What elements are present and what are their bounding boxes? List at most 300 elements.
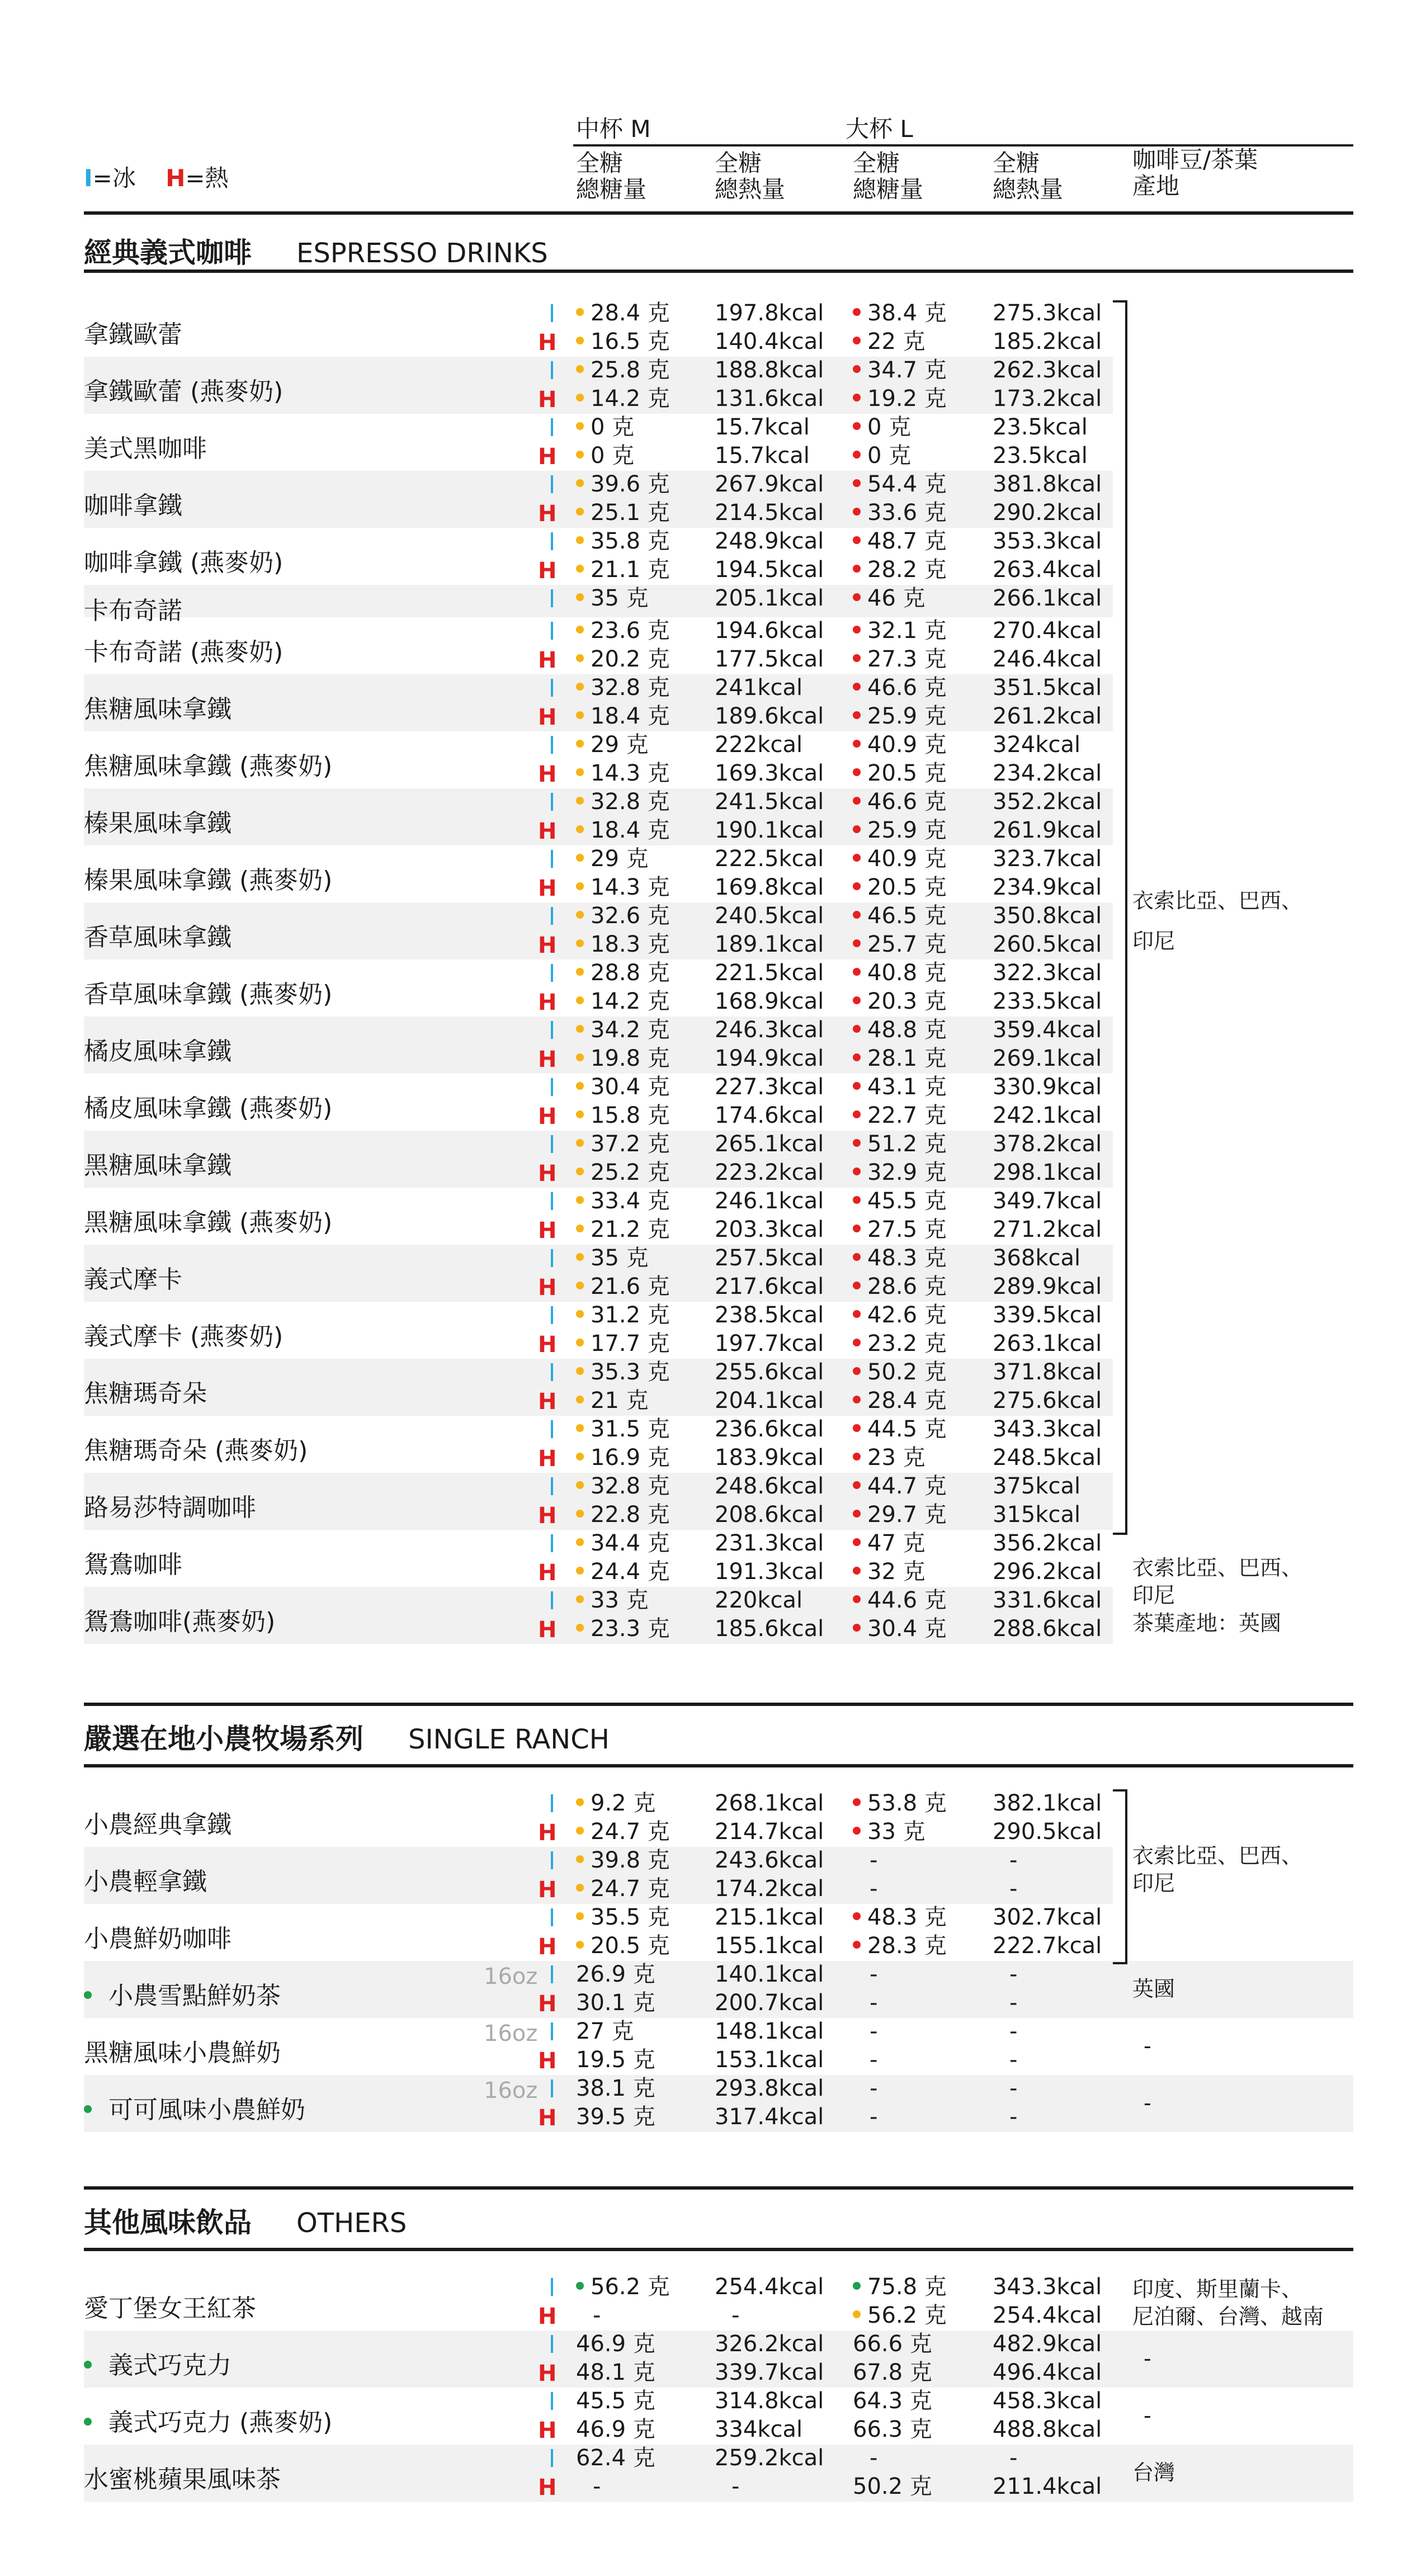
value-ice-0 bbox=[576, 1019, 670, 1041]
value-hot-3 bbox=[1009, 1878, 1017, 1900]
value-ice-2 bbox=[853, 962, 947, 984]
sugar-dot-icon bbox=[576, 1798, 584, 1806]
value-hot-2 bbox=[853, 1161, 947, 1184]
value-text: 246.1kcal bbox=[715, 1188, 824, 1214]
sugar-dot-icon bbox=[576, 1196, 584, 1204]
value-text: 266.1kcal bbox=[993, 585, 1102, 611]
value-text: - bbox=[1009, 2076, 1018, 2101]
value-text: 169.8kcal bbox=[715, 875, 824, 900]
value-ice-1 bbox=[715, 905, 824, 927]
sugar-dot-icon bbox=[576, 1139, 584, 1147]
drink-name-text: 美式黑咖啡 bbox=[84, 434, 207, 463]
sugar-dot-icon bbox=[576, 654, 584, 662]
value-text: 28.1 克 bbox=[867, 1046, 947, 1071]
value-hot-2 bbox=[853, 1504, 947, 1526]
value-text: 37.2 克 bbox=[591, 1131, 670, 1157]
value-ice-0 bbox=[576, 1190, 670, 1212]
ice-legend-symbol: I bbox=[84, 164, 93, 192]
value-text: 482.9kcal bbox=[993, 2331, 1102, 2357]
ice-marker-icon bbox=[551, 850, 553, 868]
value-hot-1 bbox=[715, 1935, 824, 1957]
green-dot-icon bbox=[84, 2418, 92, 2426]
value-text: 17.7 克 bbox=[591, 1331, 670, 1356]
col-m-sugar: 全糖 總糖量 bbox=[576, 149, 647, 204]
sugar-dot-icon bbox=[853, 1453, 861, 1460]
value-ice-0 bbox=[576, 2333, 655, 2355]
value-text: 322.3kcal bbox=[993, 960, 1102, 986]
sugar-dot-icon bbox=[576, 711, 584, 719]
value-ice-2 bbox=[853, 1133, 947, 1155]
value-hot-3 bbox=[993, 445, 1088, 467]
value-text: 18.4 克 bbox=[591, 703, 670, 729]
value-ice-3 bbox=[1009, 2020, 1017, 2043]
value-hot-1 bbox=[715, 1332, 824, 1355]
ice-marker-icon bbox=[551, 475, 553, 493]
value-ice-0 bbox=[576, 1304, 670, 1326]
value-ice-2 bbox=[853, 1475, 947, 1497]
value-text: 317.4kcal bbox=[715, 2104, 824, 2130]
value-text: 32.9 克 bbox=[867, 1160, 947, 1185]
value-text: 339.5kcal bbox=[993, 1302, 1102, 1328]
value-text: 221.5kcal bbox=[715, 960, 824, 986]
sugar-dot-icon bbox=[576, 740, 584, 748]
value-hot-1 bbox=[715, 1504, 824, 1526]
value-text: 14.3 克 bbox=[591, 875, 670, 900]
hot-marker-icon: H bbox=[538, 1617, 557, 1643]
value-hot-1 bbox=[715, 559, 824, 581]
value-ice-0 bbox=[576, 791, 670, 813]
sugar-dot-icon bbox=[853, 308, 861, 316]
sugar-dot-icon bbox=[853, 1310, 861, 1318]
drink-name bbox=[84, 2459, 281, 2495]
sugar-dot-icon bbox=[576, 308, 584, 316]
value-ice-3 bbox=[993, 1361, 1102, 1383]
value-hot-0 bbox=[576, 1161, 670, 1184]
value-text: 18.3 克 bbox=[591, 932, 670, 957]
row-origin: - bbox=[1144, 2346, 1151, 2371]
ice-marker-icon bbox=[551, 1192, 553, 1210]
value-hot-1 bbox=[715, 1447, 824, 1469]
value-hot-3 bbox=[993, 2304, 1102, 2327]
value-hot-0 bbox=[576, 990, 670, 1013]
hot-marker-icon: H bbox=[538, 1446, 557, 1472]
value-hot-1 bbox=[715, 933, 824, 956]
value-text: 66.6 克 bbox=[853, 2331, 932, 2357]
value-ice-3 bbox=[993, 1133, 1102, 1155]
value-hot-2 bbox=[853, 2304, 947, 2327]
drink-name-text: 黑糖風味拿鐵 (燕麥奶) bbox=[84, 1208, 333, 1237]
value-text: 32.8 克 bbox=[591, 1473, 670, 1499]
value-hot-0 bbox=[593, 2475, 601, 2498]
value-text: 267.9kcal bbox=[715, 471, 824, 497]
drink-name-text: 咖啡拿鐵 bbox=[84, 491, 182, 520]
value-hot-2 bbox=[853, 2418, 932, 2441]
sugar-dot-icon bbox=[576, 1827, 584, 1835]
value-text: 208.6kcal bbox=[715, 1502, 824, 1528]
value-text: 27 克 bbox=[576, 2019, 634, 2044]
value-ice-3 bbox=[993, 2276, 1102, 2298]
sugar-dot-icon bbox=[576, 1453, 584, 1460]
ice-marker-icon bbox=[551, 2278, 553, 2296]
value-text: 33.6 克 bbox=[867, 500, 947, 526]
value-hot-1 bbox=[715, 387, 824, 410]
value-text: 148.1kcal bbox=[715, 2019, 824, 2044]
value-text: 56.2 克 bbox=[591, 2274, 670, 2300]
value-text: 46.9 克 bbox=[576, 2331, 655, 2357]
drink-name bbox=[84, 689, 232, 725]
value-text: 131.6kcal bbox=[715, 386, 824, 412]
value-text: 33 克 bbox=[591, 1587, 649, 1613]
value-text: 46 克 bbox=[867, 585, 926, 611]
value-ice-1 bbox=[715, 1589, 802, 1611]
sugar-dot-icon bbox=[853, 1424, 861, 1432]
value-text: 47 克 bbox=[867, 1530, 926, 1556]
value-ice-3 bbox=[993, 1076, 1102, 1098]
ice-marker-icon bbox=[551, 1851, 553, 1869]
drink-name-text: 卡布奇諾 (燕麥奶) bbox=[84, 638, 284, 667]
value-text: 0 克 bbox=[591, 443, 635, 469]
sugar-dot-icon bbox=[576, 939, 584, 947]
value-text: 243.6kcal bbox=[715, 1847, 824, 1873]
sugar-dot-icon bbox=[853, 1798, 861, 1806]
value-hot-1 bbox=[715, 2361, 824, 2384]
value-text: 39.5 克 bbox=[576, 2104, 655, 2130]
value-hot-1 bbox=[715, 330, 824, 353]
value-ice-2 bbox=[853, 848, 947, 870]
sugar-dot-icon bbox=[853, 1912, 861, 1920]
value-ice-1 bbox=[715, 1133, 824, 1155]
drink-name bbox=[84, 2288, 256, 2324]
ice-marker-icon bbox=[551, 793, 553, 811]
value-text: - bbox=[1009, 1876, 1018, 1902]
cup-size-label: 16oz bbox=[484, 1964, 538, 1989]
value-ice-2 bbox=[853, 1906, 947, 1929]
hot-marker-icon: H bbox=[538, 933, 557, 958]
value-hot-2 bbox=[853, 1821, 926, 1843]
value-hot-1 bbox=[715, 876, 824, 899]
value-hot-0 bbox=[576, 1104, 670, 1127]
sugar-dot-icon bbox=[853, 536, 861, 544]
value-text: 222.5kcal bbox=[715, 846, 824, 872]
value-text: 0 克 bbox=[867, 414, 912, 440]
hot-marker-icon: H bbox=[538, 1218, 557, 1244]
value-text: 25.9 克 bbox=[867, 703, 947, 729]
drink-name-text: 小農鮮奶咖啡 bbox=[84, 1925, 232, 1953]
value-text: 194.6kcal bbox=[715, 618, 824, 644]
sugar-dot-icon bbox=[853, 1225, 861, 1232]
value-text: 66.3 克 bbox=[853, 2417, 932, 2442]
value-text: 38.4 克 bbox=[867, 300, 947, 326]
value-text: 48.1 克 bbox=[576, 2360, 655, 2385]
value-ice-0 bbox=[576, 302, 670, 324]
value-hot-0 bbox=[576, 1878, 670, 1900]
value-text: 15.7kcal bbox=[715, 443, 810, 469]
value-ice-0 bbox=[576, 1849, 670, 1871]
value-text: 44.6 克 bbox=[867, 1587, 947, 1613]
value-text: 263.4kcal bbox=[993, 557, 1102, 583]
value-text: 22 克 bbox=[867, 329, 926, 355]
value-ice-2 bbox=[853, 620, 947, 642]
value-ice-3 bbox=[993, 1304, 1102, 1326]
sugar-dot-icon bbox=[853, 508, 861, 516]
value-text: 21 克 bbox=[591, 1388, 649, 1414]
value-hot-1 bbox=[715, 1618, 824, 1640]
sugar-dot-icon bbox=[576, 825, 584, 833]
value-hot-1 bbox=[715, 648, 824, 670]
sugar-dot-icon bbox=[576, 968, 584, 976]
value-text: 248.6kcal bbox=[715, 1473, 824, 1499]
value-ice-1 bbox=[715, 587, 824, 609]
value-text: 14.2 克 bbox=[591, 386, 670, 412]
value-ice-2 bbox=[870, 2020, 877, 2043]
value-hot-3 bbox=[993, 1332, 1102, 1355]
value-ice-0 bbox=[576, 473, 670, 495]
value-hot-3 bbox=[993, 2361, 1102, 2384]
value-hot-0 bbox=[593, 2304, 601, 2327]
value-ice-1 bbox=[715, 677, 802, 699]
hot-marker-icon: H bbox=[538, 1991, 557, 2017]
value-hot-0 bbox=[576, 1447, 670, 1469]
drink-name-text: 路易莎特調咖啡 bbox=[84, 1493, 256, 1522]
value-text: - bbox=[1009, 2047, 1018, 2073]
value-hot-3 bbox=[993, 1561, 1102, 1583]
value-text: 46.6 克 bbox=[867, 789, 947, 815]
value-text: 46.5 克 bbox=[867, 903, 947, 929]
value-ice-1 bbox=[715, 848, 824, 870]
value-ice-3 bbox=[1009, 1963, 1017, 1986]
value-ice-1 bbox=[715, 2390, 824, 2412]
value-text: 48.7 克 bbox=[867, 528, 947, 554]
value-ice-0 bbox=[576, 2276, 670, 2298]
value-ice-1 bbox=[715, 620, 824, 642]
value-text: 16.9 克 bbox=[591, 1445, 670, 1471]
value-hot-2 bbox=[853, 762, 947, 784]
value-text: 326.2kcal bbox=[715, 2331, 824, 2357]
value-ice-2 bbox=[870, 1849, 877, 1871]
value-text: 185.6kcal bbox=[715, 1616, 824, 1642]
drink-name bbox=[84, 1031, 232, 1067]
sugar-dot-icon bbox=[576, 422, 584, 430]
value-text: 174.6kcal bbox=[715, 1103, 824, 1128]
sugar-dot-icon bbox=[853, 626, 861, 634]
value-hot-2 bbox=[853, 1389, 947, 1412]
hot-marker-icon: H bbox=[538, 1934, 557, 1960]
value-text: 275.3kcal bbox=[993, 300, 1102, 326]
ice-marker-icon bbox=[551, 736, 553, 754]
value-text: 331.6kcal bbox=[993, 1587, 1102, 1613]
value-hot-1 bbox=[715, 1561, 824, 1583]
sugar-dot-icon bbox=[576, 1025, 584, 1033]
value-text: 140.1kcal bbox=[715, 1961, 824, 1987]
value-ice-0 bbox=[576, 1475, 670, 1497]
sugar-dot-icon bbox=[853, 1827, 861, 1835]
yuanyang-origin: 衣索比亞、巴西、 印尼 茶葉產地：英國 bbox=[1132, 1556, 1303, 1636]
sugar-dot-icon bbox=[576, 337, 584, 344]
value-text: - bbox=[1009, 2104, 1018, 2130]
value-text: 43.1 克 bbox=[867, 1074, 947, 1100]
value-text: 18.4 克 bbox=[591, 817, 670, 843]
value-ice-3 bbox=[1009, 1849, 1017, 1871]
value-ice-2 bbox=[870, 2447, 877, 2469]
value-ice-2 bbox=[853, 734, 947, 756]
value-ice-0 bbox=[576, 1906, 670, 1929]
value-ice-0 bbox=[576, 1532, 670, 1554]
value-text: 215.1kcal bbox=[715, 1904, 824, 1930]
value-ice-3 bbox=[1009, 2447, 1017, 2469]
sugar-dot-icon bbox=[576, 1396, 584, 1403]
value-ice-1 bbox=[715, 1247, 824, 1269]
ranch-origin: 衣索比亞、巴西、 印尼 bbox=[1132, 1844, 1303, 1896]
value-text: 24.4 克 bbox=[591, 1559, 670, 1585]
sugar-dot-icon bbox=[853, 479, 861, 487]
hot-marker-icon: H bbox=[538, 647, 557, 673]
value-text: 45.5 克 bbox=[576, 2388, 655, 2414]
ice-marker-icon bbox=[551, 1363, 553, 1381]
value-hot-3 bbox=[993, 559, 1102, 581]
value-text: 14.2 克 bbox=[591, 989, 670, 1014]
value-text: 0 克 bbox=[591, 414, 635, 440]
sugar-dot-icon bbox=[576, 1225, 584, 1232]
value-ice-3 bbox=[993, 1906, 1102, 1929]
sugar-dot-icon bbox=[853, 1941, 861, 1949]
value-text: 28.3 克 bbox=[867, 1933, 947, 1959]
sugar-dot-icon bbox=[853, 1367, 861, 1375]
value-ice-0 bbox=[576, 587, 649, 609]
value-hot-2 bbox=[853, 559, 947, 581]
drink-name-text: 義式摩卡 (燕麥奶) bbox=[84, 1322, 284, 1351]
sugar-dot-icon bbox=[853, 1168, 861, 1175]
value-text: - bbox=[870, 2019, 878, 2044]
hot-marker-icon: H bbox=[538, 705, 557, 730]
value-ice-2 bbox=[853, 2333, 932, 2355]
value-ice-3 bbox=[993, 1532, 1102, 1554]
drink-name-text: 橘皮風味拿鐵 (燕麥奶) bbox=[84, 1094, 333, 1123]
value-text: 246.4kcal bbox=[993, 646, 1102, 672]
sugar-dot-icon bbox=[853, 1538, 861, 1546]
hot-marker-icon: H bbox=[538, 1161, 557, 1187]
row-origin: - bbox=[1144, 2091, 1151, 2115]
value-ice-3 bbox=[993, 734, 1080, 756]
sugar-dot-icon bbox=[853, 1396, 861, 1403]
value-ice-0 bbox=[576, 2447, 655, 2469]
sugar-dot-icon bbox=[853, 1595, 861, 1603]
sugar-dot-icon bbox=[576, 854, 584, 862]
hot-marker-icon: H bbox=[538, 819, 557, 844]
value-text: 34.7 克 bbox=[867, 357, 947, 383]
value-text: 32.8 克 bbox=[591, 675, 670, 701]
value-text: - bbox=[870, 1847, 878, 1873]
value-text: - bbox=[1009, 1990, 1018, 2016]
drink-name-text: 義式巧克力 (燕麥奶) bbox=[108, 2408, 333, 2437]
value-text: 15.8 克 bbox=[591, 1103, 670, 1128]
value-text: 44.7 克 bbox=[867, 1473, 947, 1499]
value-ice-2 bbox=[853, 791, 947, 813]
value-text: 334kcal bbox=[715, 2417, 803, 2442]
value-ice-1 bbox=[715, 962, 824, 984]
value-text: 205.1kcal bbox=[715, 585, 824, 611]
value-ice-3 bbox=[993, 530, 1102, 552]
drink-name bbox=[84, 1202, 332, 1238]
value-hot-1 bbox=[731, 2304, 739, 2327]
sugar-dot-icon bbox=[853, 337, 861, 344]
drink-name bbox=[84, 314, 182, 350]
green-dot-icon bbox=[84, 2361, 92, 2369]
value-hot-1 bbox=[715, 1992, 824, 2014]
section-others-top-rule bbox=[84, 2186, 1353, 2190]
value-hot-2 bbox=[853, 2475, 932, 2498]
value-ice-3 bbox=[993, 1589, 1102, 1611]
sugar-dot-icon bbox=[576, 2282, 584, 2290]
value-text: 173.2kcal bbox=[993, 386, 1102, 412]
drink-name bbox=[84, 746, 332, 782]
value-hot-0 bbox=[576, 933, 670, 956]
drink-name bbox=[84, 590, 182, 626]
value-text: 261.2kcal bbox=[993, 703, 1102, 729]
sugar-dot-icon bbox=[853, 683, 861, 691]
col-l-sugar: 全糖 總糖量 bbox=[853, 149, 924, 204]
value-text: - bbox=[870, 1961, 878, 1987]
section-espresso-title: 經典義式咖啡 ESPRESSO DRINKS bbox=[84, 237, 548, 269]
value-text: 231.3kcal bbox=[715, 1530, 824, 1556]
ice-marker-icon bbox=[551, 622, 553, 640]
value-text: 236.6kcal bbox=[715, 1416, 824, 1442]
value-text: 30.1 克 bbox=[576, 1990, 655, 2016]
value-ice-1 bbox=[715, 359, 824, 381]
value-ice-1 bbox=[715, 1792, 824, 1814]
sugar-dot-icon bbox=[576, 508, 584, 516]
hot-marker-icon: H bbox=[538, 2361, 557, 2386]
sugar-dot-icon bbox=[853, 939, 861, 947]
value-ice-1 bbox=[715, 1418, 824, 1440]
value-text: 30.4 克 bbox=[591, 1074, 670, 1100]
value-text: 23.3 克 bbox=[591, 1616, 670, 1642]
value-ice-1 bbox=[715, 530, 824, 552]
ice-marker-icon bbox=[551, 679, 553, 697]
sugar-dot-icon bbox=[576, 565, 584, 573]
value-ice-0 bbox=[576, 416, 634, 438]
value-text: 45.5 克 bbox=[867, 1188, 947, 1214]
value-hot-3 bbox=[993, 1618, 1102, 1640]
value-text: 22.8 克 bbox=[591, 1502, 670, 1528]
sugar-dot-icon bbox=[576, 1624, 584, 1632]
value-hot-3 bbox=[993, 1161, 1102, 1184]
sugar-dot-icon bbox=[576, 911, 584, 919]
sugar-dot-icon bbox=[853, 882, 861, 890]
value-text: 23.5kcal bbox=[993, 443, 1088, 469]
value-hot-0 bbox=[576, 502, 670, 524]
value-hot-0 bbox=[576, 2361, 655, 2384]
value-hot-1 bbox=[715, 1878, 824, 1900]
sugar-dot-icon bbox=[576, 593, 584, 601]
drink-name bbox=[84, 2090, 305, 2125]
espresso-bracket bbox=[1113, 300, 1127, 1535]
value-text: 204.1kcal bbox=[715, 1388, 824, 1414]
value-text: 296.2kcal bbox=[993, 1559, 1102, 1585]
value-text: 32 克 bbox=[867, 1559, 926, 1585]
drink-name bbox=[84, 1975, 281, 2011]
value-text: 53.8 克 bbox=[867, 1790, 947, 1816]
value-ice-2 bbox=[870, 1963, 877, 1986]
value-ice-3 bbox=[993, 1792, 1102, 1814]
sugar-dot-icon bbox=[853, 2282, 861, 2290]
drink-name bbox=[84, 2345, 232, 2381]
value-text: 261.9kcal bbox=[993, 817, 1102, 843]
value-text: 290.5kcal bbox=[993, 1819, 1102, 1845]
value-ice-2 bbox=[853, 2390, 932, 2412]
value-ice-2 bbox=[853, 587, 926, 609]
value-ice-3 bbox=[993, 302, 1102, 324]
value-ice-2 bbox=[870, 2077, 877, 2100]
